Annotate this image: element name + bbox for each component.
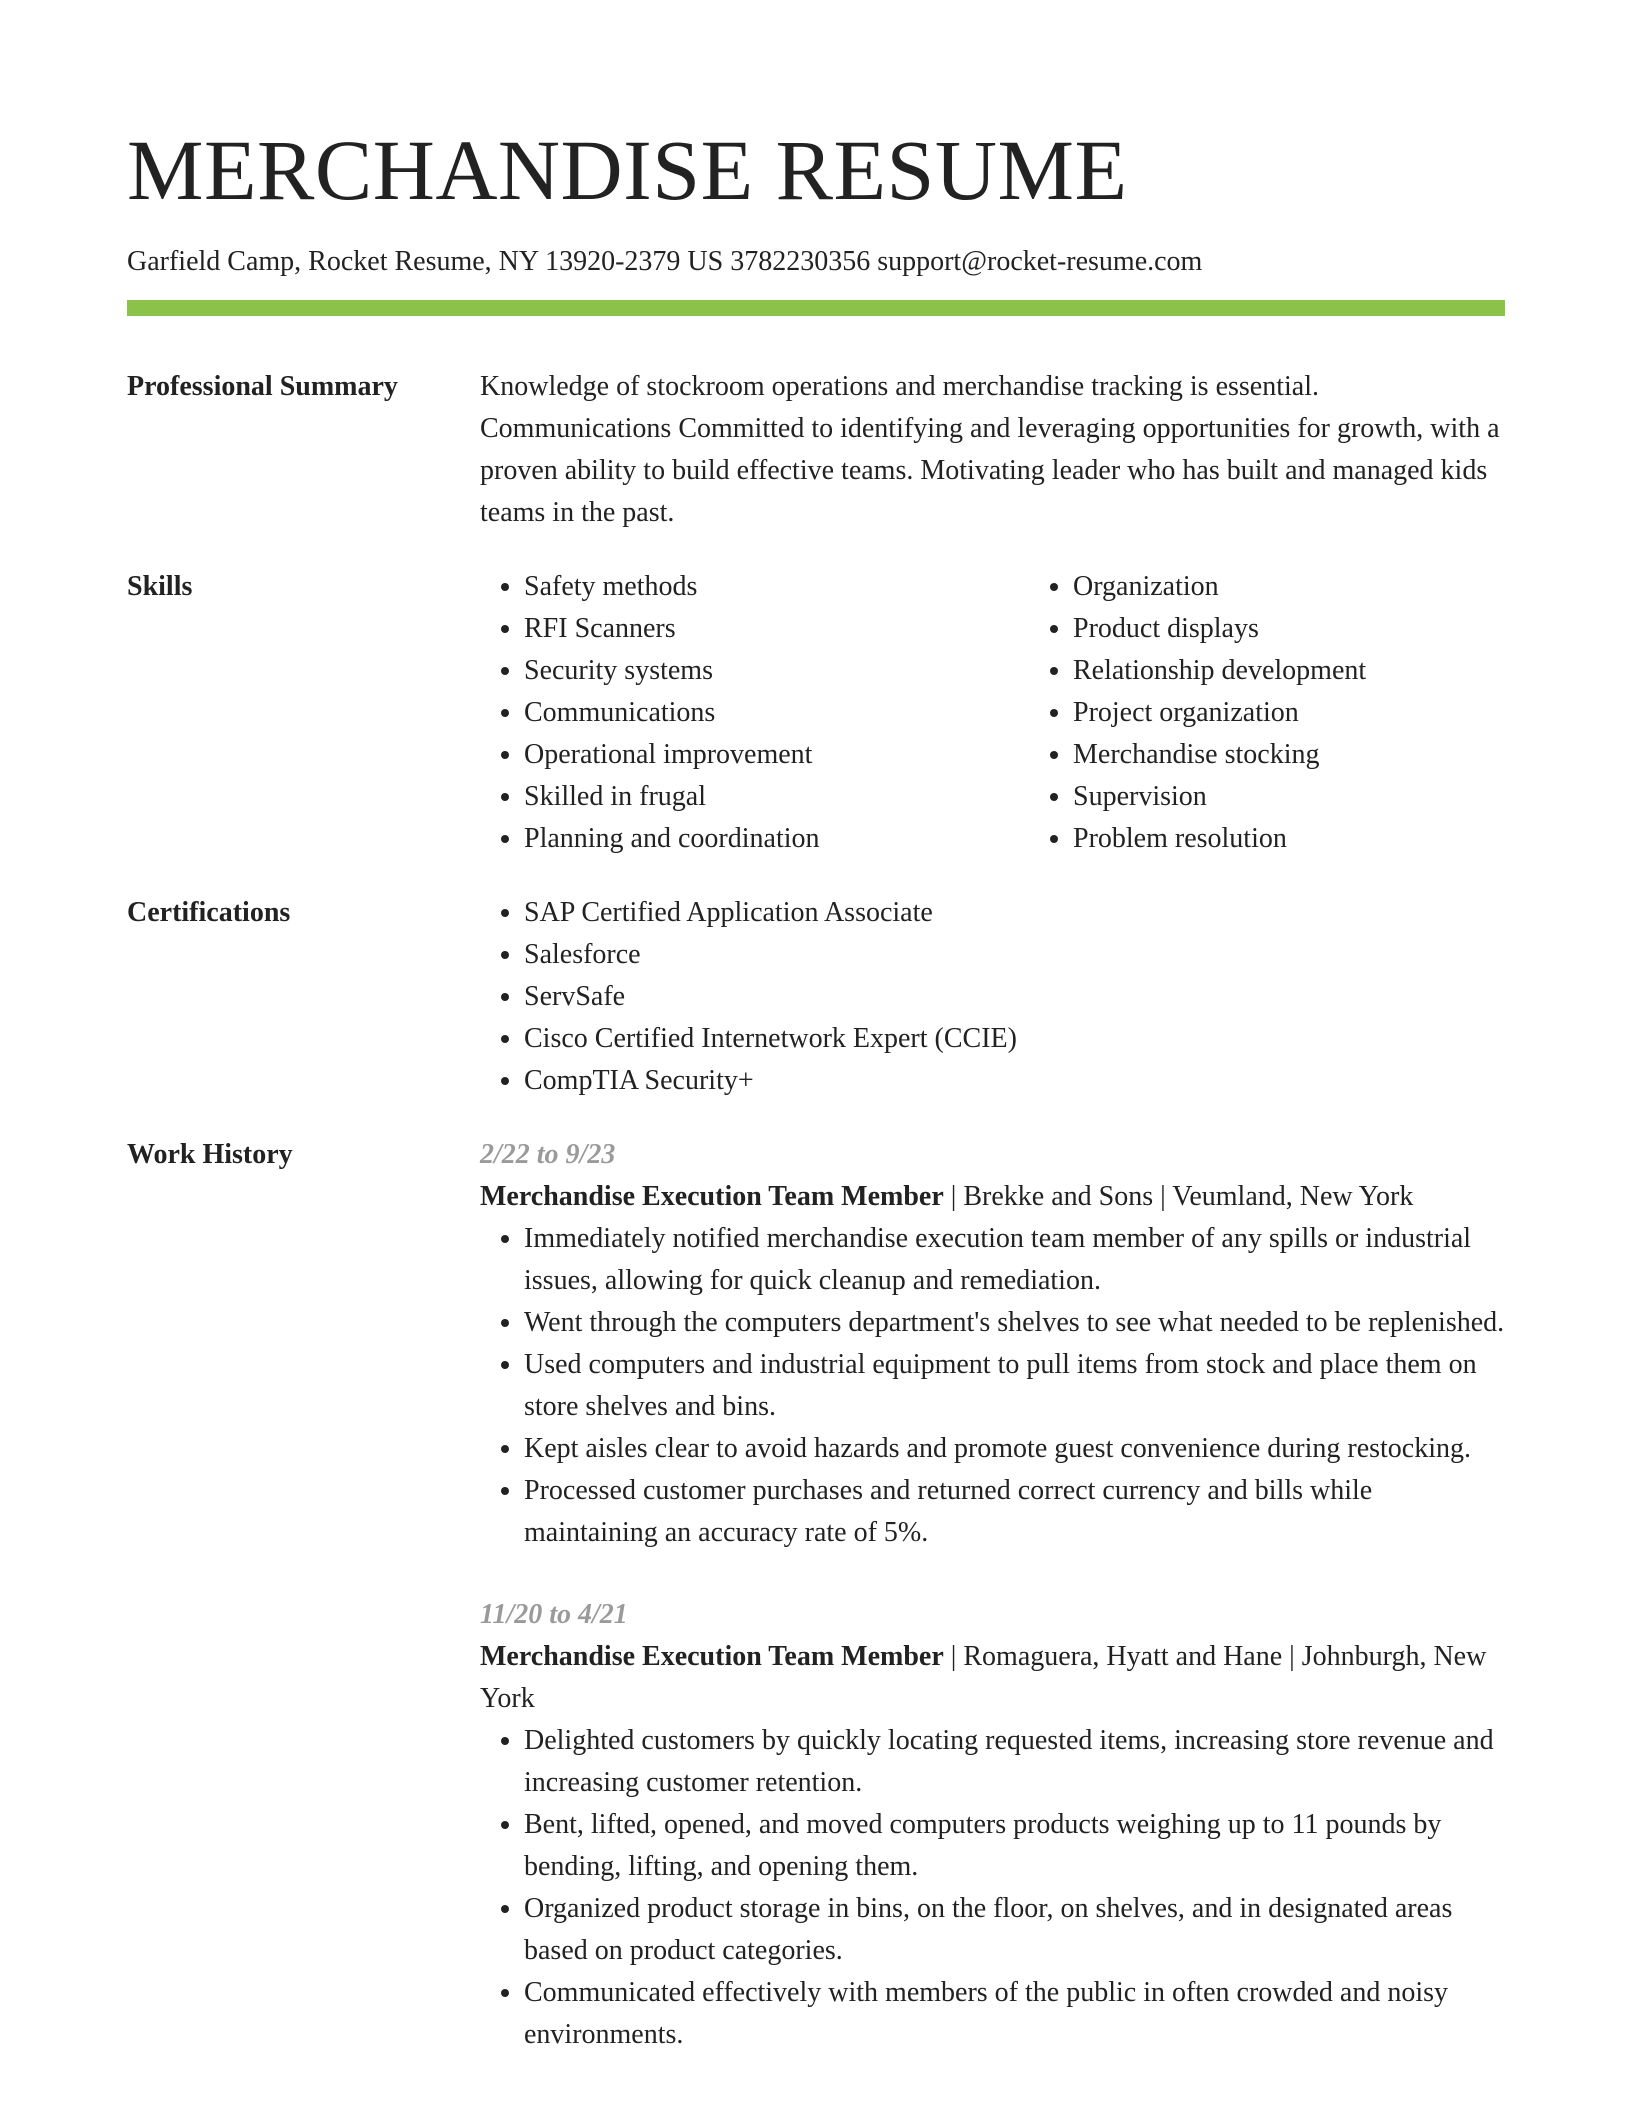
skill-item: • Safety methods bbox=[524, 566, 1029, 608]
skill-item: • Project organization bbox=[1073, 692, 1578, 734]
job-bullet: • Communicated effectively with members of the public in often crowded and noisy environments. bbox=[524, 1972, 1505, 2056]
job-details: | Brekke and Sons | Veumland, New York bbox=[943, 1181, 1414, 1212]
resume-page bbox=[127, 0, 1505, 2056]
skills-body bbox=[480, 566, 1578, 860]
contact-line: Garfield Camp, Rocket Resume, NY 13920-2379 US 3782230356 support@rocket-resume.com bbox=[127, 246, 1203, 277]
job-bullet: • Bent, lifted, opened, and moved computers products weighing up to 11 pounds by bending, lifting, and opening them. bbox=[524, 1804, 1505, 1888]
skills-right-list bbox=[1029, 566, 1578, 860]
header-divider bbox=[127, 300, 1505, 316]
skill-item: • Planning and coordination bbox=[524, 818, 1029, 860]
job-bullet: • Kept aisles clear to avoid hazards and promote guest convenience during restocking. bbox=[524, 1428, 1505, 1470]
skill-item: • Relationship development bbox=[1073, 650, 1578, 692]
skills-section bbox=[127, 566, 1505, 860]
skill-item: • Security systems bbox=[524, 650, 1029, 692]
job-bullet: • Used computers and industrial equipment to pull items from stock and place them on store shelves and bins. bbox=[524, 1344, 1505, 1428]
job-details: | Romaguera, Hyatt and Hane | Johnburgh, New York bbox=[480, 1641, 1487, 1714]
skill-item: • Communications bbox=[524, 692, 1029, 734]
job-bullet: • Processed customer purchases and returned correct currency and bills while maintaining an accuracy rate of 5%. bbox=[524, 1470, 1505, 1554]
skills-left-list bbox=[480, 566, 1029, 860]
summary-text: Knowledge of stockroom operations and merchandise tracking is essential. Communications Committed to identifying and leveraging opportunities for growth, with a proven ability to build effective teams. Motivating leader who has built and managed kids teams in the past. bbox=[480, 371, 1500, 528]
certification-item: • Cisco Certified Internetwork Expert (CCIE) bbox=[524, 1018, 1505, 1060]
job-date: 11/20 to 4/21 bbox=[480, 1599, 628, 1630]
skill-item: • Merchandise stocking bbox=[1073, 734, 1578, 776]
job-bullet-list bbox=[480, 1720, 1505, 2056]
certification-item: • CompTIA Security+ bbox=[524, 1060, 1505, 1102]
job-bullet: • Immediately notified merchandise execution team member of any spills or industrial issues, allowing for quick cleanup and remediation. bbox=[524, 1218, 1505, 1302]
job-title-line bbox=[480, 1176, 1505, 1218]
job-title: Merchandise Execution Team Member bbox=[480, 1641, 944, 1672]
job-entry bbox=[480, 1594, 1505, 2056]
skill-item: • Product displays bbox=[1073, 608, 1578, 650]
job-bullet-list bbox=[480, 1218, 1505, 1554]
certifications-body bbox=[480, 892, 1505, 1102]
certifications-section bbox=[127, 892, 1505, 1102]
summary-heading: Professional Summary bbox=[127, 371, 398, 402]
job-title: Merchandise Execution Team Member bbox=[480, 1181, 944, 1212]
skill-item: • Operational improvement bbox=[524, 734, 1029, 776]
certifications-heading: Certifications bbox=[127, 897, 291, 928]
certification-item: • Salesforce bbox=[524, 934, 1505, 976]
skills-heading: Skills bbox=[127, 571, 193, 602]
work-history-body bbox=[480, 1134, 1505, 2056]
job-entry bbox=[480, 1134, 1505, 1554]
skill-item: • Supervision bbox=[1073, 776, 1578, 818]
job-date: 2/22 to 9/23 bbox=[480, 1139, 616, 1170]
job-bullet: • Delighted customers by quickly locating requested items, increasing store revenue and increasing customer retention. bbox=[524, 1720, 1505, 1804]
certifications-list bbox=[480, 892, 1505, 1102]
certification-item: • ServSafe bbox=[524, 976, 1505, 1018]
skill-item: • Problem resolution bbox=[1073, 818, 1578, 860]
skill-item: • Organization bbox=[1073, 566, 1578, 608]
job-bullet: • Organized product storage in bins, on the floor, on shelves, and in designated areas based on product categories. bbox=[524, 1888, 1505, 1972]
job-bullet: • Went through the computers department's shelves to see what needed to be replenished. bbox=[524, 1302, 1505, 1344]
resume-title: MERCHANDISE RESUME bbox=[127, 122, 1128, 218]
work-history-section bbox=[127, 1134, 1505, 2056]
skill-item: • Skilled in frugal bbox=[524, 776, 1029, 818]
summary-section bbox=[127, 366, 1505, 534]
job-title-line bbox=[480, 1636, 1505, 1720]
skill-item: • RFI Scanners bbox=[524, 608, 1029, 650]
work-history-heading: Work History bbox=[127, 1139, 293, 1170]
certification-item: • SAP Certified Application Associate bbox=[524, 892, 1505, 934]
